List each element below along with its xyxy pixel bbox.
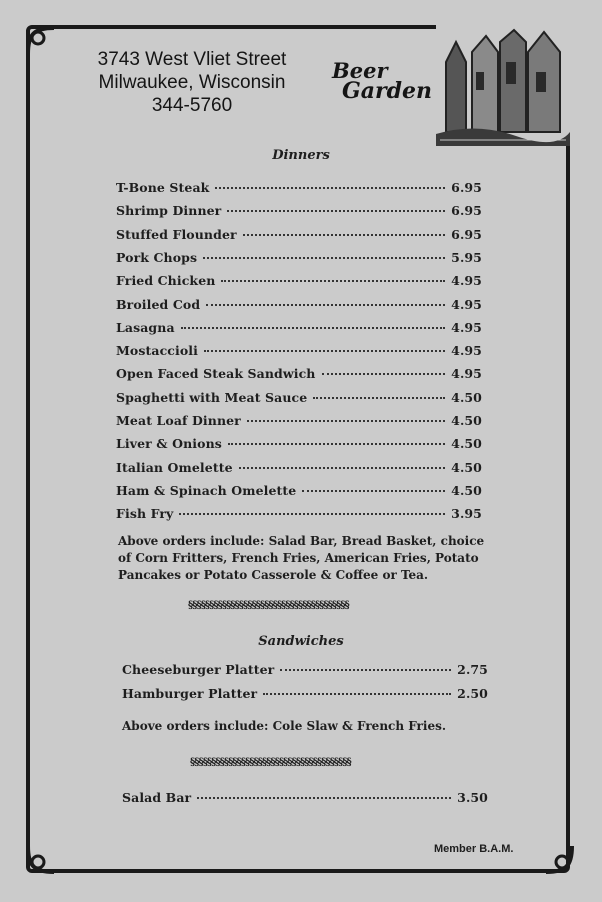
section-divider: §§§§§§§§§§§§§§§§§§§§§§§§§§§§§§§§§§§§§§ xyxy=(188,600,349,610)
menu-item-name: Hamburger Platter xyxy=(122,686,258,701)
dot-leader xyxy=(247,420,445,422)
dot-leader xyxy=(263,693,451,695)
sandwiches-title: Sandwiches xyxy=(258,634,344,649)
menu-item-row xyxy=(116,320,482,335)
building-illustration-icon xyxy=(436,22,570,146)
menu-item-price: 6.95 xyxy=(451,203,482,219)
menu-item-row xyxy=(116,506,482,521)
menu-item-name: Spaghetti with Meat Sauce xyxy=(116,389,308,405)
menu-item-price: 4.95 xyxy=(451,319,482,335)
phone-number: 344-5760 xyxy=(151,95,233,116)
dot-leader xyxy=(280,669,451,671)
member-label: Member B.A.M. xyxy=(434,843,514,855)
menu-item-name: T-Bone Steak xyxy=(116,180,210,195)
address-block xyxy=(62,48,322,117)
menu-item-name: Stuffed Flounder xyxy=(116,226,237,242)
dot-leader xyxy=(239,467,446,469)
menu-item-price: 6.95 xyxy=(451,226,482,242)
menu-item-price: 6.95 xyxy=(451,180,482,195)
menu-item-name: Mostaccioli xyxy=(116,343,198,359)
corner-ornament-icon xyxy=(24,24,58,58)
dot-leader xyxy=(203,257,445,259)
menu-item-name: Open Faced Steak Sandwich xyxy=(116,366,316,382)
menu-item-price: 4.50 xyxy=(451,389,482,405)
menu-item-row xyxy=(116,250,482,265)
dot-leader xyxy=(313,397,445,399)
dinners-title: Dinners xyxy=(272,148,330,163)
menu-item-price: 4.50 xyxy=(451,459,482,475)
menu-item-name: Liver & Onions xyxy=(116,436,222,452)
section-divider: §§§§§§§§§§§§§§§§§§§§§§§§§§§§§§§§§§§§§§ xyxy=(190,757,351,767)
dot-leader xyxy=(221,280,445,282)
menu-item-row xyxy=(116,436,482,451)
menu-item-name: Lasagna xyxy=(116,319,175,335)
menu-item-row xyxy=(122,662,488,677)
menu-item-price: 4.95 xyxy=(451,296,482,312)
dot-leader xyxy=(179,513,445,515)
menu-item-row xyxy=(116,460,482,475)
menu-item-price: 4.50 xyxy=(451,482,482,498)
menu-item-row xyxy=(116,203,482,218)
menu-item-price: 4.95 xyxy=(451,366,482,382)
menu-item-price: 4.50 xyxy=(451,436,482,452)
menu-item-name: Broiled Cod xyxy=(116,296,201,312)
dot-leader xyxy=(204,350,445,352)
menu-item-row xyxy=(116,390,482,405)
salad-bar-row: Salad Bar 3.50 xyxy=(122,790,488,805)
menu-item-name: Cheeseburger Platter xyxy=(122,662,275,677)
menu-item-name: Fish Fry xyxy=(116,506,174,522)
dot-leader xyxy=(215,187,445,189)
dot-leader xyxy=(243,234,445,236)
dot-leader xyxy=(181,327,445,329)
menu-item-name: Pork Chops xyxy=(116,249,198,265)
menu-item-name: Meat Loaf Dinner xyxy=(116,413,241,428)
sandwiches-note: Above orders include: Cole Slaw & French Fries. xyxy=(122,719,447,733)
menu-item-row xyxy=(116,180,482,195)
menu-item-price: 2.50 xyxy=(457,686,488,701)
dot-leader xyxy=(228,443,445,445)
menu-item-row xyxy=(122,686,488,701)
menu-item-price: 3.95 xyxy=(451,506,482,522)
dot-leader xyxy=(206,304,445,306)
menu-item-row xyxy=(116,227,482,242)
dot-leader xyxy=(227,210,445,212)
menu-item-price: 4.95 xyxy=(451,273,482,289)
corner-ornament-icon xyxy=(542,842,576,876)
menu-item-row xyxy=(116,273,482,288)
menu-item-row xyxy=(116,366,482,381)
menu-item-price: 4.50 xyxy=(451,413,482,428)
menu-item-name: Ham & Spinach Omelette xyxy=(116,482,297,498)
menu-item-row xyxy=(116,343,482,358)
menu-item-row xyxy=(116,297,482,312)
menu-item-price: 5.95 xyxy=(451,249,482,265)
menu-item-name: Fried Chicken xyxy=(116,273,216,289)
street-address: 3743 West Vliet Street xyxy=(97,49,287,70)
dinners-note: Above orders include: Salad Bar, Bread Basket, choice of Corn Fritters, French Fries, American Fries, Potato Pancakes or Potato Casserole & Coffee or Tea. xyxy=(118,534,485,582)
menu-item-name: Italian Omelette xyxy=(116,459,233,475)
city-state: Milwaukee, Wisconsin xyxy=(98,72,286,93)
menu-item-price: 2.75 xyxy=(457,662,488,677)
corner-ornament-icon xyxy=(24,842,58,876)
menu-item-row xyxy=(116,483,482,498)
menu-item-price: 4.95 xyxy=(451,343,482,359)
dot-leader xyxy=(302,490,445,492)
beer-garden-logo: Beer Garden xyxy=(332,58,433,104)
menu-item-name: Shrimp Dinner xyxy=(116,203,222,219)
menu-item-row xyxy=(116,413,482,428)
dot-leader xyxy=(322,373,446,375)
